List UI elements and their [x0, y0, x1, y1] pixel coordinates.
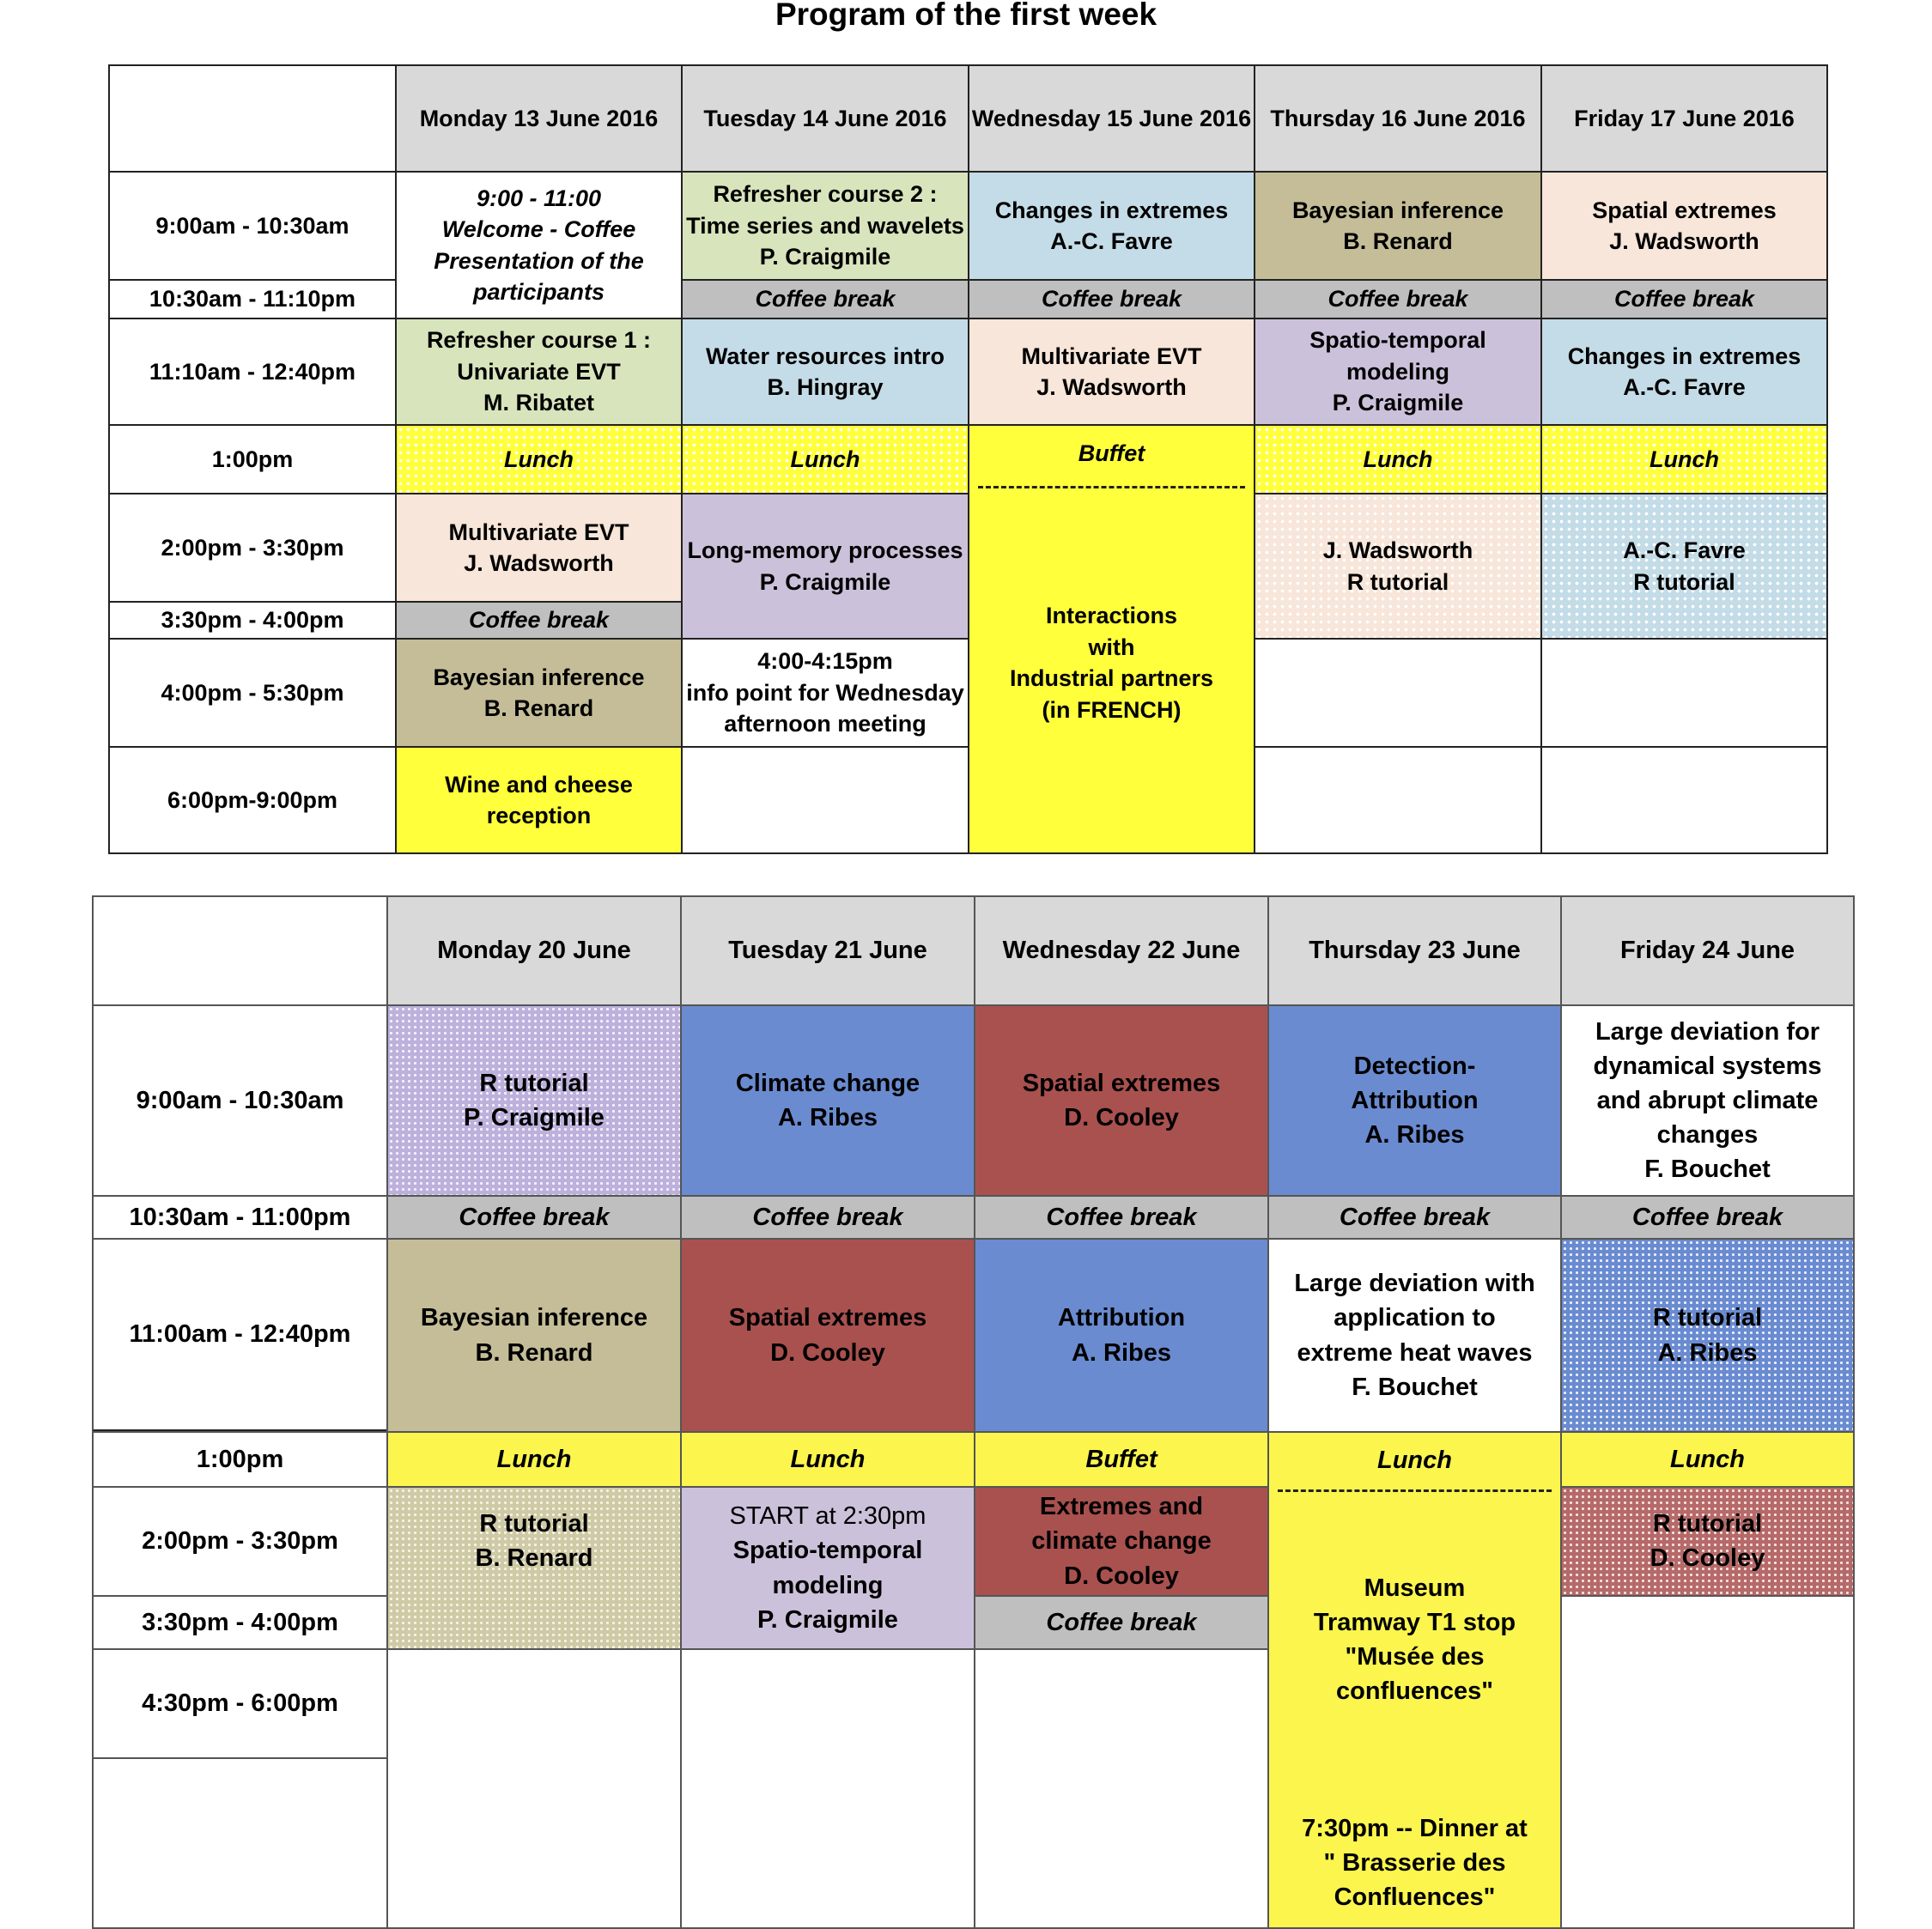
dashed-divider: [978, 486, 1245, 488]
session-r-tutorial: J. Wadsworth R tutorial: [1254, 493, 1542, 640]
lunch-label: Lunch: [1377, 1447, 1452, 1474]
corner-cell: [92, 895, 388, 1006]
wine-cheese-reception: Wine and cheese reception: [395, 746, 683, 854]
session-r-tutorial: R tutorial D. Cooley: [1560, 1486, 1855, 1597]
session-bayesian: Bayesian inference B. Renard: [395, 638, 683, 748]
session-r-tutorial: A.-C. Favre R tutorial: [1540, 493, 1828, 640]
coffee-break-cell: Coffee break: [1254, 279, 1542, 319]
session-changes-extremes: Changes in extremes A.-C. Favre: [1540, 318, 1828, 426]
session-detection-attribution: Detection- Attribution A. Ribes: [1267, 1004, 1562, 1197]
buffet-label: Buffet: [1078, 440, 1145, 466]
corner-cell: [108, 64, 397, 173]
dashed-divider: [1278, 1489, 1552, 1492]
lunch-cell: Lunch: [395, 424, 683, 494]
info-point: 4:00-4:15pm info point for Wednesday afternoon meeting: [681, 638, 969, 748]
empty-cell: [1254, 638, 1542, 748]
session-r-tutorial: R tutorial P. Craigmile: [386, 1004, 682, 1197]
session-large-deviation: Large deviation with application to extreme heat waves F. Bouchet: [1267, 1238, 1562, 1433]
time-slot: 3:30pm - 4:00pm: [92, 1595, 388, 1650]
session-bayesian: Bayesian inference B. Renard: [386, 1238, 682, 1433]
day-header: Wednesday 15 June 2016: [968, 64, 1255, 173]
session-water-resources: Water resources intro B. Hingray: [681, 318, 969, 426]
lunch-cell: Lunch: [681, 424, 969, 494]
buffet-cell: Buffet: [974, 1431, 1269, 1488]
empty-cell: [1254, 746, 1542, 854]
empty-cell: [974, 1648, 1269, 1929]
coffee-break-cell: Coffee break: [974, 1595, 1269, 1650]
session-bayesian: Bayesian inference B. Renard: [1254, 171, 1542, 281]
day-header: Tuesday 14 June 2016: [681, 64, 969, 173]
session-extremes-climate: Extremes and climate change D. Cooley: [974, 1486, 1269, 1597]
time-slot: 3:30pm - 4:00pm: [108, 601, 397, 640]
session-spatio-temporal: Spatio-temporal modeling P. Craigmile: [1254, 318, 1542, 426]
coffee-break-cell: Coffee break: [1540, 279, 1828, 319]
start-note: START at 2:30pm: [729, 1502, 927, 1531]
lunch-cell: Lunch: [1540, 424, 1828, 494]
coffee-break-cell: Coffee break: [1560, 1195, 1855, 1240]
session-attribution: Attribution A. Ribes: [974, 1238, 1269, 1433]
session-multivariate: Multivariate EVT J. Wadsworth: [968, 318, 1255, 426]
day-header: Friday 24 June: [1560, 895, 1855, 1006]
time-slot: 1:00pm: [108, 424, 397, 494]
session-large-deviation: Large deviation for dynamical systems and abrupt climate changes F. Bouchet: [1560, 1004, 1855, 1197]
time-slot: 9:00am - 10:30am: [92, 1004, 388, 1197]
session-r-tutorial: R tutorial A. Ribes: [1560, 1238, 1855, 1433]
time-slot: 9:00am - 10:30am: [108, 171, 397, 281]
page-title: Program of the first week: [775, 0, 1157, 32]
coffee-break-cell: Coffee break: [681, 279, 969, 319]
time-slot: 6:00pm-9:00pm: [108, 746, 397, 854]
time-slot: 10:30am - 11:00pm: [92, 1195, 388, 1240]
empty-time-slot: [92, 1757, 388, 1929]
session-welcome: 9:00 - 11:00 Welcome - Coffee Presentation of the participants: [395, 171, 683, 319]
session-spatial-extremes: Spatial extremes D. Cooley: [680, 1238, 975, 1433]
empty-cell: [1560, 1595, 1855, 1929]
session-refresher-1: Refresher course 1 : Univariate EVT M. Ribatet: [395, 318, 683, 426]
interactions-text: Interactions with Industrial partners (in FRENCH): [1009, 603, 1214, 723]
empty-cell: [681, 746, 969, 854]
coffee-break-cell: Coffee break: [386, 1195, 682, 1240]
lunch-cell: Lunch: [680, 1431, 975, 1488]
session-multivariate: Multivariate EVT J. Wadsworth: [395, 493, 683, 603]
day-header: Monday 13 June 2016: [395, 64, 683, 173]
time-slot: 2:00pm - 3:30pm: [108, 493, 397, 603]
coffee-break-cell: Coffee break: [974, 1195, 1269, 1240]
coffee-break-cell: Coffee break: [680, 1195, 975, 1240]
buffet-interactions: [968, 424, 1255, 854]
session-spatio-temporal: START at 2:30pm Spatio-temporal modeling P. Craigmile: [680, 1486, 975, 1650]
session-long-memory: Long-memory processes P. Craigmile: [681, 493, 969, 640]
time-slot: 11:00am - 12:40pm: [92, 1238, 388, 1433]
empty-cell: [386, 1648, 682, 1929]
lunch-museum-dinner: [1267, 1431, 1562, 1929]
time-slot: 10:30am - 11:10pm: [108, 279, 397, 319]
day-header: Wednesday 22 June: [974, 895, 1269, 1006]
time-slot: 4:30pm - 6:00pm: [92, 1648, 388, 1759]
day-header: Thursday 16 June 2016: [1254, 64, 1542, 173]
coffee-break-cell: Coffee break: [968, 279, 1255, 319]
time-slot: 1:00pm: [92, 1431, 388, 1488]
session-r-tutorial: R tutorial B. Renard: [386, 1486, 682, 1650]
session-spatial-extremes: Spatial extremes D. Cooley: [974, 1004, 1269, 1197]
lunch-cell: Lunch: [1560, 1431, 1855, 1488]
time-slot: 4:00pm - 5:30pm: [108, 638, 397, 748]
day-header: Thursday 23 June: [1267, 895, 1562, 1006]
museum-text: Museum Tramway T1 stop "Musée des confluences": [1313, 1574, 1516, 1706]
day-header: Tuesday 21 June: [680, 895, 975, 1006]
session-climate-change: Climate change A. Ribes: [680, 1004, 975, 1197]
empty-cell: [1540, 746, 1828, 854]
coffee-break-cell: Coffee break: [1267, 1195, 1562, 1240]
day-header: Friday 17 June 2016: [1540, 64, 1828, 173]
dinner-text: 7:30pm -- Dinner at " Brasserie des Confluences": [1302, 1815, 1528, 1912]
day-header: Monday 20 June: [386, 895, 682, 1006]
time-slot: 11:10am - 12:40pm: [108, 318, 397, 426]
lunch-cell: Lunch: [1254, 424, 1542, 494]
empty-cell: [680, 1648, 975, 1929]
session-refresher-2: Refresher course 2 : Time series and wavelets P. Craigmile: [681, 171, 969, 281]
session-changes-extremes: Changes in extremes A.-C. Favre: [968, 171, 1255, 281]
session-spatial-extremes: Spatial extremes J. Wadsworth: [1540, 171, 1828, 281]
coffee-break-cell: Coffee break: [395, 601, 683, 640]
lunch-cell: Lunch: [386, 1431, 682, 1488]
time-slot: 2:00pm - 3:30pm: [92, 1486, 388, 1597]
empty-cell: [1540, 638, 1828, 748]
